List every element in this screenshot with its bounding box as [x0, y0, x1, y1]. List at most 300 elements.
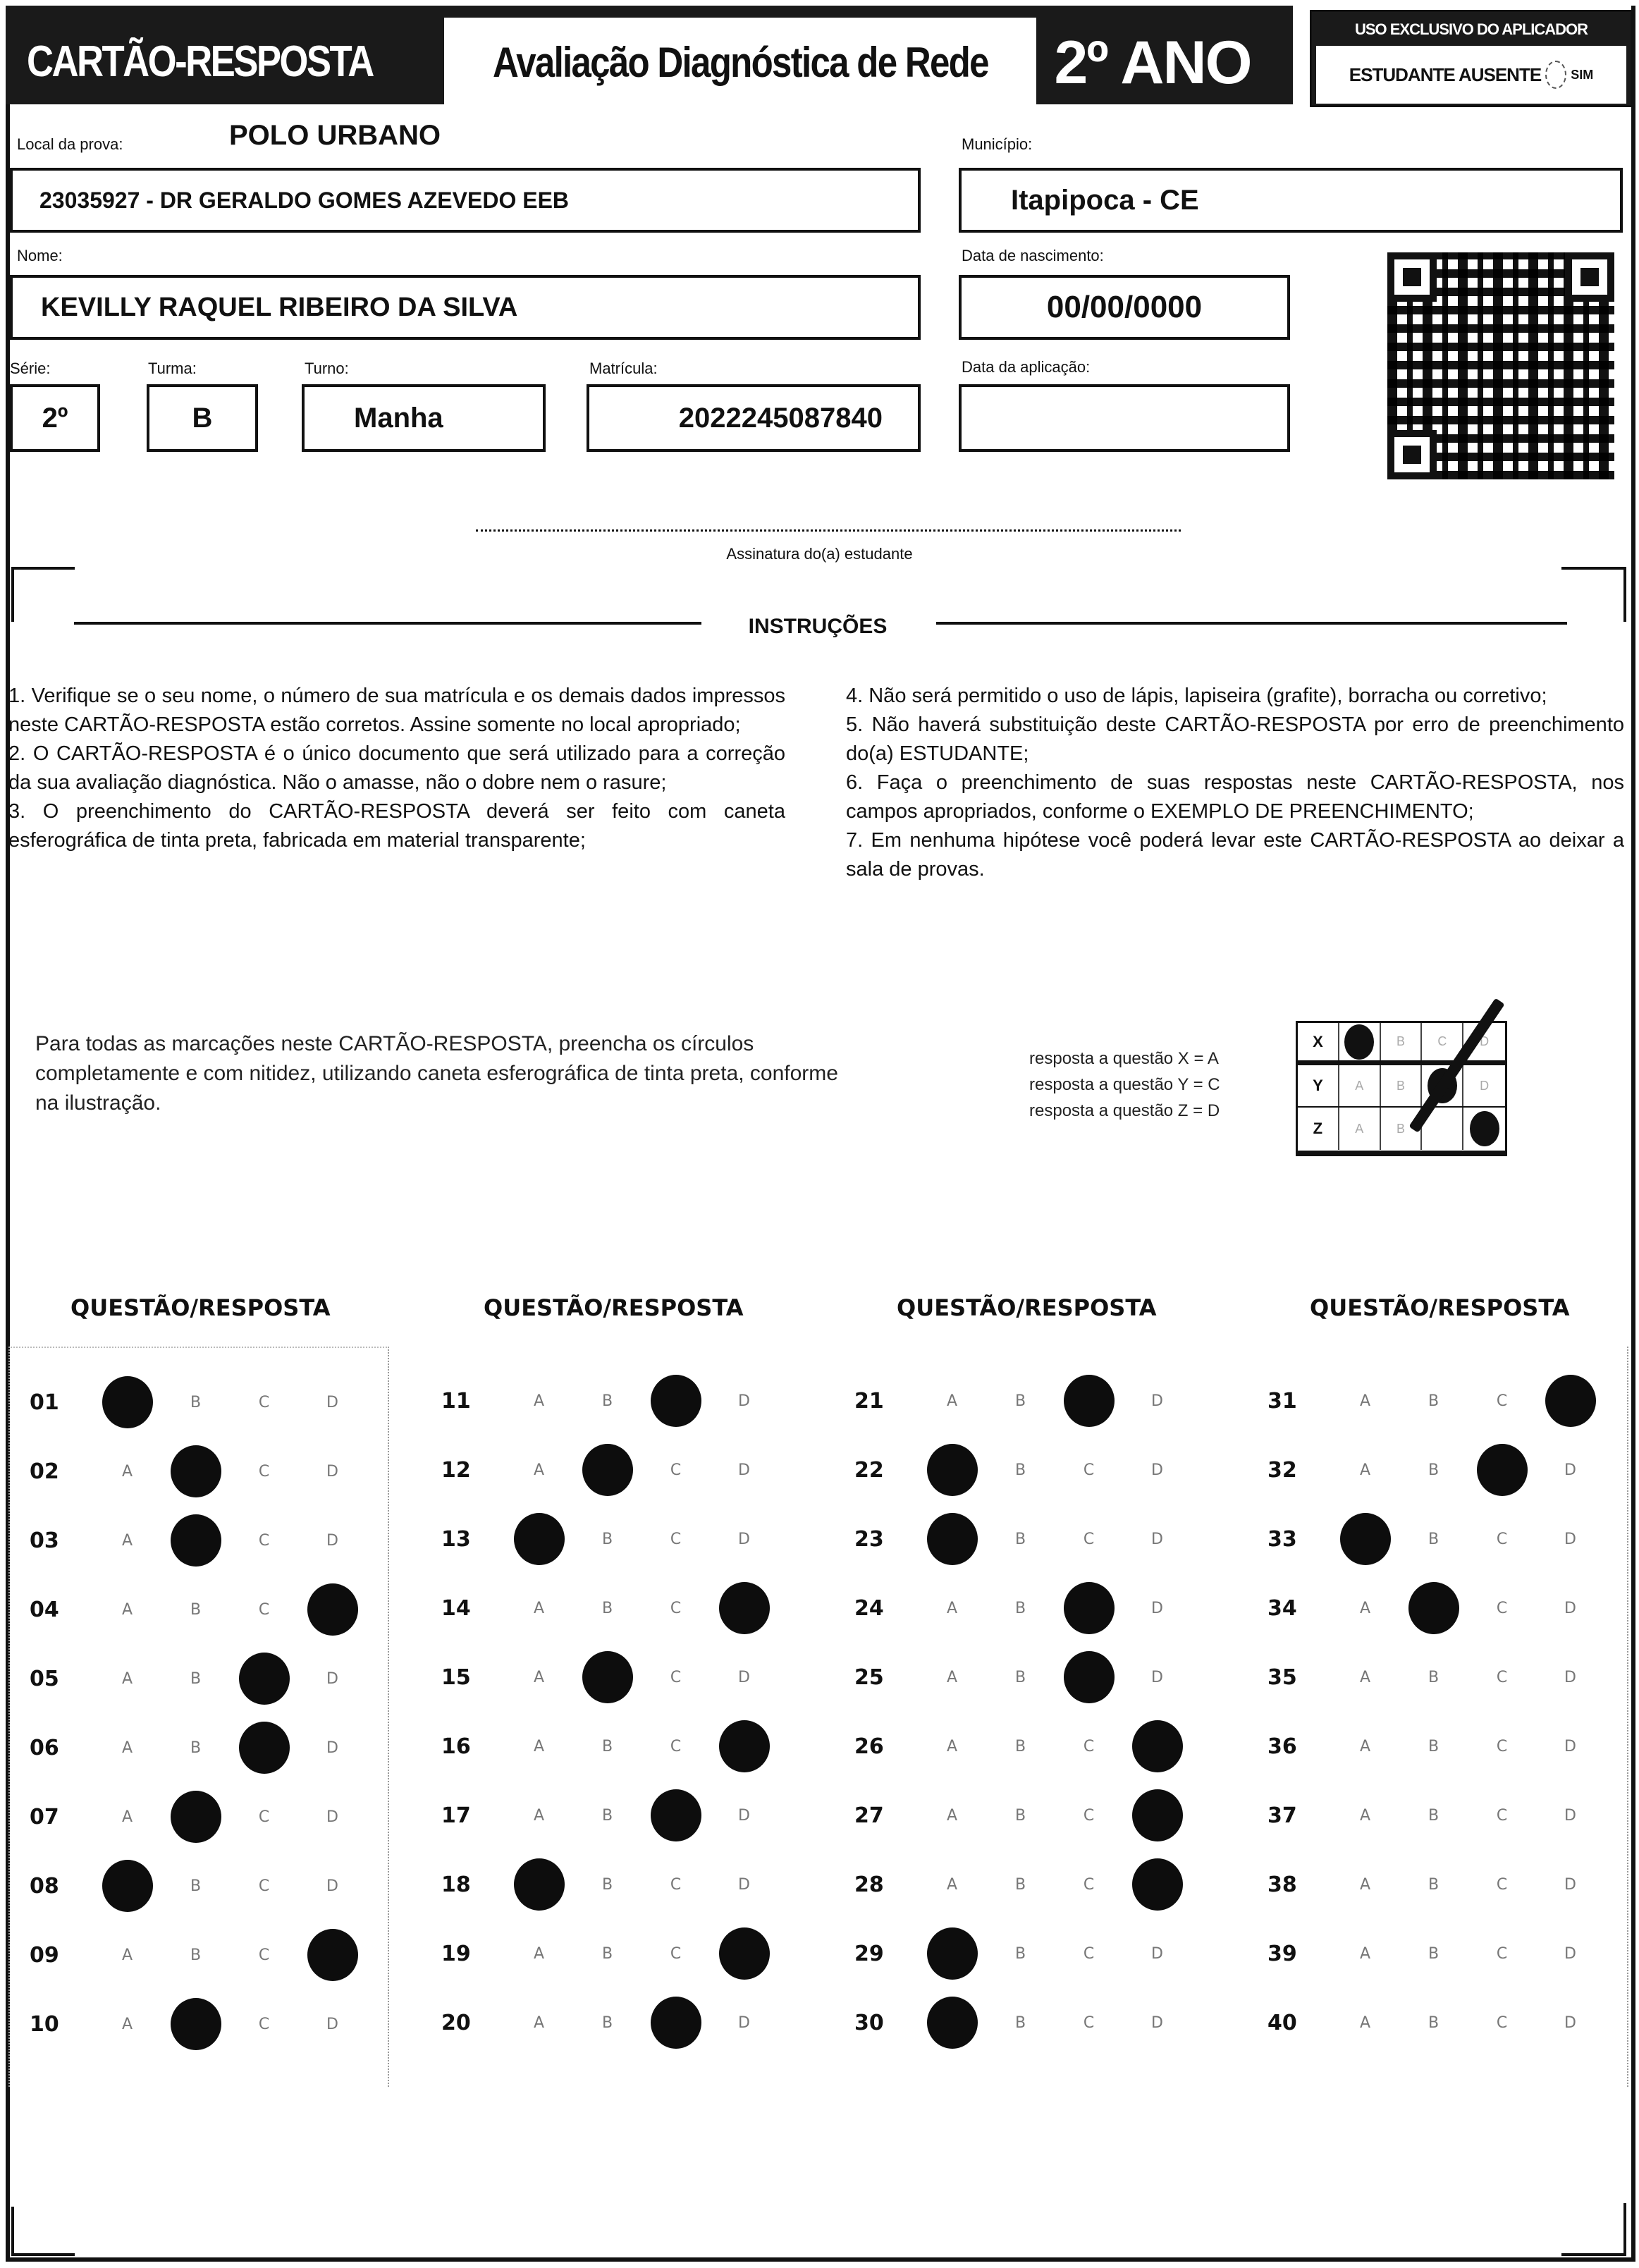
question-number: 06 [30, 1735, 59, 1760]
answer-bubble[interactable]: D [326, 1462, 338, 1481]
answer-bubble[interactable]: B [1014, 1599, 1026, 1617]
answer-bubble[interactable]: B [1428, 1530, 1440, 1548]
answer-bubble[interactable]: D [1151, 1530, 1163, 1548]
answer-bubble[interactable]: B [601, 1737, 613, 1755]
answer-bubble[interactable]: B [1428, 1461, 1440, 1479]
instruction-item: 3. O preenchimento do CARTÃO-RESPOSTA deverá ser feito com caneta esferográfica de tinta preta, fabricada em material transparente; [8, 800, 785, 852]
answer-bubble[interactable]: C [1496, 1737, 1508, 1755]
answer-bubble[interactable]: C [258, 1808, 270, 1826]
municipio-field [959, 168, 1623, 233]
answer-bubble[interactable]: D [1151, 1668, 1163, 1686]
answer-bubble[interactable]: C [670, 1737, 682, 1755]
answer-bubble[interactable]: A [121, 1462, 133, 1481]
question-number: 29 [854, 1941, 884, 1966]
answer-bubble[interactable]: A [121, 1946, 133, 1964]
answer-bubble[interactable]: D [738, 1806, 750, 1825]
answer-row [10, 1990, 391, 2059]
question-number: 11 [441, 1388, 471, 1414]
answer-row [1248, 1435, 1628, 1504]
qr-finder [1387, 252, 1437, 302]
answer-bubble-filled[interactable] [161, 1512, 230, 1569]
answer-bubble[interactable]: D [738, 1668, 750, 1686]
question-number: 39 [1267, 1941, 1297, 1966]
answer-bubble[interactable]: A [121, 1600, 133, 1619]
exam-title: Avaliação Diagnóstica de Rede [444, 18, 1036, 108]
answer-bubble[interactable]: D [738, 1392, 750, 1410]
answer-bubble-filled[interactable] [505, 1511, 573, 1567]
answer-bubble[interactable]: C [670, 1530, 682, 1548]
divider [74, 622, 701, 625]
answer-bubble[interactable]: D [1151, 1392, 1163, 1410]
nome-field [10, 275, 921, 340]
answer-bubble[interactable]: C [670, 1668, 682, 1686]
answer-bubble-filled[interactable] [642, 1994, 710, 2051]
answer-bubble[interactable]: C [258, 1393, 270, 1411]
answer-bubble-filled[interactable] [1055, 1649, 1123, 1705]
answer-row [1248, 1781, 1628, 1850]
answer-bubble-filled[interactable] [298, 1581, 367, 1638]
answer-bubble[interactable]: D [326, 1531, 338, 1550]
answer-bubble[interactable]: A [533, 1392, 545, 1410]
corner-mark [11, 2207, 75, 2256]
example-bubble: D [1480, 1034, 1490, 1048]
answer-bubble[interactable]: C [1496, 1392, 1508, 1410]
question-number: 32 [1267, 1457, 1297, 1483]
answer-bubble[interactable]: B [190, 1600, 202, 1619]
answer-row [835, 1781, 1215, 1850]
answer-bubble-filled[interactable] [1399, 1580, 1468, 1636]
answer-bubble[interactable]: D [326, 1669, 338, 1688]
answer-bubble[interactable]: D [1564, 1944, 1576, 1963]
answer-bubble[interactable]: A [946, 1392, 958, 1410]
answer-bubble-filled[interactable] [710, 1718, 778, 1774]
nascimento-field [959, 275, 1290, 340]
example-legend [1029, 1046, 1220, 1124]
answer-row [1248, 1988, 1628, 2057]
answer-bubble[interactable]: A [121, 1739, 133, 1757]
absent-bubble[interactable] [1545, 61, 1566, 89]
instruction-item: 2. O CARTÃO-RESPOSTA é o único documento que será utilizado para a correção da sua avaliação diagnóstica. Não o amasse, não o dobre nem o rasure; [8, 742, 785, 794]
matricula-value: 2022245087840 [678, 402, 883, 434]
answer-bubble[interactable]: C [1083, 1737, 1095, 1755]
corner-mark [11, 567, 75, 622]
answer-bubble-filled[interactable] [93, 1374, 161, 1430]
answer-bubble[interactable]: B [1014, 1461, 1026, 1479]
municipio-label: Município: [962, 135, 1033, 153]
example-row [1298, 1108, 1505, 1150]
nascimento-value: 00/00/0000 [1046, 290, 1203, 324]
answer-bubble[interactable]: A [1359, 1875, 1371, 1894]
answer-bubble[interactable]: B [601, 1875, 613, 1894]
answer-bubble[interactable]: D [1564, 1806, 1576, 1825]
answer-bubble[interactable]: D [326, 1739, 338, 1757]
answer-bubble[interactable]: D [738, 2013, 750, 2032]
answer-bubble[interactable]: A [533, 1599, 545, 1617]
applicator-panel [1310, 10, 1633, 107]
answer-bubble[interactable]: A [1359, 1668, 1371, 1686]
fill-instructions: Para todas as marcações neste CARTÃO-RESPOSTA, preencha os círculos completamente e com nitidez, utilizando caneta esferográfica de tinta preta, conforme na ilustração. [35, 1032, 838, 1115]
answer-bubble[interactable]: B [1014, 2013, 1026, 2032]
example-bubble: B [1381, 1108, 1423, 1150]
answer-row [10, 1920, 391, 1990]
answer-bubble[interactable]: B [1428, 2013, 1440, 2032]
answer-row [10, 1368, 391, 1437]
answer-bubble[interactable]: B [1428, 1737, 1440, 1755]
example-row [1298, 1065, 1505, 1108]
example-legend-item: resposta a questão Z = D [1029, 1101, 1220, 1120]
answer-bubble-filled[interactable] [161, 1443, 230, 1500]
answer-bubble[interactable]: A [121, 1808, 133, 1826]
question-number: 08 [30, 1873, 59, 1899]
answer-bubble[interactable]: B [1014, 1530, 1026, 1548]
instruction-item: 4. Não será permitido o uso de lápis, lapiseira (grafite), borracha ou corretivo; [846, 685, 1547, 707]
answer-bubble-filled[interactable] [642, 1373, 710, 1429]
answer-row [835, 1574, 1215, 1643]
question-number: 03 [30, 1528, 59, 1553]
answer-bubble[interactable]: A [121, 1669, 133, 1688]
example-bubble: D [1480, 1078, 1490, 1093]
question-number: 25 [854, 1665, 884, 1690]
answer-bubble[interactable]: C [258, 1877, 270, 1895]
question-number: 10 [30, 2011, 59, 2037]
answer-bubble[interactable]: C [258, 1946, 270, 1964]
answer-bubble[interactable]: C [1083, 1875, 1095, 1894]
question-number: 26 [854, 1734, 884, 1759]
answer-bubble-filled[interactable] [1331, 1511, 1399, 1567]
answer-row [422, 1919, 802, 1988]
answer-bubble[interactable]: D [1151, 1461, 1163, 1479]
answer-bubble-filled[interactable] [1123, 1787, 1191, 1844]
turma-field [147, 384, 258, 452]
answer-bubble[interactable]: C [1496, 1599, 1508, 1617]
answer-bubble[interactable]: B [190, 1946, 202, 1964]
answer-bubble-filled[interactable] [710, 1580, 778, 1636]
answer-bubble-filled[interactable] [642, 1787, 710, 1844]
answer-bubble[interactable]: C [1496, 2013, 1508, 2032]
question-number: 38 [1267, 1872, 1297, 1897]
turno-field [302, 384, 546, 452]
grade-label: 2º ANO [1054, 29, 1251, 97]
answer-row [1248, 1366, 1628, 1435]
answer-bubble[interactable]: B [601, 2013, 613, 2032]
answer-bubble-filled[interactable] [1536, 1373, 1604, 1429]
answer-row [835, 1435, 1215, 1504]
example-legend-item: resposta a questão Y = C [1029, 1075, 1220, 1094]
question-number: 33 [1267, 1526, 1297, 1552]
answer-row [422, 1712, 802, 1781]
answer-bubble[interactable]: A [1359, 1599, 1371, 1617]
answer-bubble[interactable]: C [670, 1944, 682, 1963]
answer-bubble[interactable]: B [601, 1530, 613, 1548]
answer-bubble[interactable]: C [1496, 1668, 1508, 1686]
answer-bubble[interactable]: C [1496, 1944, 1508, 1963]
answer-row [835, 1850, 1215, 1919]
instruction-item: 1. Verifique se o seu nome, o número de sua matrícula e os demais dados impressos neste CARTÃO-RESPOSTA estão corretos. Assine somente no local apropriado; [8, 685, 785, 736]
answer-bubble[interactable]: A [533, 2013, 545, 2032]
question-number: 23 [854, 1526, 884, 1552]
column-header: QUESTÃO/RESPOSTA [70, 1294, 331, 1321]
example-bubble: B [1381, 1023, 1423, 1060]
example-bubble: A [1339, 1108, 1381, 1150]
example-bubble-filled [1339, 1023, 1381, 1060]
answer-bubble[interactable]: C [1083, 2013, 1095, 2032]
qr-code [1387, 252, 1614, 479]
answer-bubble[interactable]: B [190, 1877, 202, 1895]
answer-bubble[interactable]: C [1083, 1530, 1095, 1548]
answer-bubble[interactable]: A [533, 1668, 545, 1686]
absent-field [1316, 46, 1626, 104]
answer-column-4 [1248, 1347, 1628, 2087]
answer-bubble[interactable]: B [601, 1806, 613, 1825]
answer-bubble[interactable]: C [670, 1875, 682, 1894]
answer-bubble[interactable]: B [1428, 1392, 1440, 1410]
instructions-left [8, 682, 785, 855]
answer-bubble[interactable]: B [1014, 1737, 1026, 1755]
answer-bubble[interactable]: A [121, 2015, 133, 2033]
answer-bubble[interactable]: B [1428, 1944, 1440, 1963]
answer-row [10, 1851, 391, 1920]
answer-bubble[interactable]: B [190, 1739, 202, 1757]
example-key: Y [1298, 1065, 1339, 1106]
question-number: 18 [441, 1872, 471, 1897]
question-number: 12 [441, 1457, 471, 1483]
school-value: 23035927 - DR GERALDO GOMES AZEVEDO EEB [39, 187, 570, 213]
answer-bubble[interactable]: B [190, 1669, 202, 1688]
answer-bubble[interactable]: D [738, 1530, 750, 1548]
answer-bubble[interactable]: A [1359, 1737, 1371, 1755]
example-bubble: A [1339, 1065, 1381, 1106]
divider [936, 622, 1567, 625]
question-number: 17 [441, 1803, 471, 1828]
answer-bubble-filled[interactable] [918, 1925, 986, 1982]
answer-bubble[interactable]: C [1496, 1875, 1508, 1894]
answer-bubble[interactable]: D [1564, 1599, 1576, 1617]
answer-bubble[interactable]: C [1496, 1806, 1508, 1825]
question-number: 13 [441, 1526, 471, 1552]
question-number: 37 [1267, 1803, 1297, 1828]
answer-row [422, 1643, 802, 1712]
answer-bubble[interactable]: B [1428, 1806, 1440, 1825]
answer-row [835, 1712, 1215, 1781]
question-number: 36 [1267, 1734, 1297, 1759]
answer-column-1 [8, 1347, 389, 2087]
answer-bubble-filled[interactable] [1468, 1442, 1536, 1498]
corner-mark [1561, 567, 1626, 622]
answer-bubble[interactable]: D [1151, 1944, 1163, 1963]
answer-bubble[interactable]: A [946, 1668, 958, 1686]
answer-bubble-filled[interactable] [161, 1789, 230, 1845]
answer-bubble[interactable]: D [326, 1393, 338, 1411]
answer-bubble-filled[interactable] [230, 1650, 298, 1707]
answer-bubble[interactable]: A [121, 1531, 133, 1550]
question-number: 31 [1267, 1388, 1297, 1414]
answer-bubble[interactable]: B [1014, 1806, 1026, 1825]
answer-bubble[interactable]: A [1359, 1392, 1371, 1410]
answer-bubble[interactable]: D [326, 1877, 338, 1895]
answer-bubble-filled[interactable] [1123, 1718, 1191, 1774]
answer-bubble[interactable]: C [1083, 1461, 1095, 1479]
answer-bubble[interactable]: A [533, 1461, 545, 1479]
answer-bubble[interactable]: C [1083, 1944, 1095, 1963]
answer-bubble-filled[interactable] [1123, 1856, 1191, 1913]
matricula-field [587, 384, 921, 452]
answer-bubble[interactable]: B [601, 1944, 613, 1963]
question-number: 21 [854, 1388, 884, 1414]
instruction-item: 5. Não haverá substituição deste CARTÃO-RESPOSTA por erro de preenchimento do(a) ESTUDANTE; [846, 713, 1624, 765]
aplicacao-label: Data da aplicação: [962, 358, 1091, 376]
answer-bubble[interactable]: D [738, 1461, 750, 1479]
answer-bubble[interactable]: A [533, 1944, 545, 1963]
answer-bubble-filled[interactable] [298, 1927, 367, 1983]
example-legend-item: resposta a questão X = A [1029, 1049, 1219, 1068]
answer-bubble-filled[interactable] [1055, 1580, 1123, 1636]
answer-row [422, 1435, 802, 1504]
answer-bubble[interactable]: D [1564, 1668, 1576, 1686]
answer-bubble[interactable]: D [1151, 2013, 1163, 2032]
question-number: 14 [441, 1595, 471, 1621]
nome-label: Nome: [17, 247, 63, 264]
serie-field [10, 384, 100, 452]
question-number: 01 [30, 1390, 59, 1415]
answer-row [835, 1988, 1215, 2057]
answer-bubble[interactable]: C [258, 1531, 270, 1550]
question-number: 07 [30, 1804, 59, 1829]
question-number: 35 [1267, 1665, 1297, 1690]
answer-bubble[interactable]: C [670, 1599, 682, 1617]
turno-value: Manha [354, 402, 443, 434]
municipio-value: Itapipoca - CE [1011, 184, 1199, 216]
turma-label: Turma: [148, 360, 197, 377]
question-number: 04 [30, 1597, 59, 1622]
answer-bubble[interactable]: B [1014, 1668, 1026, 1686]
answer-bubble-filled[interactable] [230, 1720, 298, 1776]
corner-mark [1561, 2203, 1626, 2256]
question-number: 24 [854, 1595, 884, 1621]
answer-bubble[interactable]: B [1014, 1875, 1026, 1894]
answer-bubble[interactable]: C [258, 1462, 270, 1481]
answer-bubble[interactable]: D [326, 2015, 338, 2033]
sheet-title: CARTÃO-RESPOSTA [27, 37, 373, 86]
answer-bubble[interactable]: A [533, 1737, 545, 1755]
turma-value: B [192, 402, 213, 434]
answer-bubble[interactable]: A [946, 1737, 958, 1755]
answer-bubble-filled[interactable] [1055, 1373, 1123, 1429]
answer-bubble[interactable]: D [1564, 1461, 1576, 1479]
answer-row [835, 1504, 1215, 1574]
answer-row [1248, 1504, 1628, 1574]
answer-bubble[interactable]: D [1564, 1875, 1576, 1894]
nascimento-label: Data de nascimento: [962, 247, 1104, 264]
qr-finder [1387, 430, 1437, 479]
applicator-title: USO EXCLUSIVO DO APLICADOR [1354, 20, 1588, 38]
answer-bubble-filled[interactable] [918, 1511, 986, 1567]
answer-bubble[interactable]: A [946, 1875, 958, 1894]
answer-bubble[interactable]: C [258, 2015, 270, 2033]
answer-row [1248, 1850, 1628, 1919]
matricula-label: Matrícula: [589, 360, 658, 377]
question-number: 16 [441, 1734, 471, 1759]
answer-bubble[interactable]: B [1014, 1392, 1026, 1410]
question-number: 28 [854, 1872, 884, 1897]
question-number: 09 [30, 1942, 59, 1968]
answer-row [422, 1366, 802, 1435]
answer-bubble[interactable]: C [670, 1461, 682, 1479]
answer-bubble[interactable]: C [1083, 1806, 1095, 1825]
answer-row [835, 1643, 1215, 1712]
answer-bubble[interactable]: A [1359, 1944, 1371, 1963]
answer-row [422, 1781, 802, 1850]
question-number: 27 [854, 1803, 884, 1828]
answer-bubble[interactable]: A [533, 1806, 545, 1825]
answer-bubble[interactable]: A [946, 1806, 958, 1825]
qr-finder [1565, 252, 1614, 302]
header-bar [6, 6, 1293, 104]
answer-bubble[interactable]: C [258, 1600, 270, 1619]
answer-bubble[interactable]: B [601, 1599, 613, 1617]
answer-bubble[interactable]: D [326, 1808, 338, 1826]
answer-bubble-filled[interactable] [918, 1994, 986, 2051]
instruction-item: 7. Em nenhuma hipótese você poderá levar este CARTÃO-RESPOSTA ao deixar a sala de provas. [846, 829, 1624, 881]
answer-bubble-filled[interactable] [573, 1442, 642, 1498]
column-header: QUESTÃO/RESPOSTA [1310, 1294, 1570, 1321]
signature-label: Assinatura do(a) estudante [726, 545, 913, 563]
answer-bubble-filled[interactable] [918, 1442, 986, 1498]
answer-bubble[interactable]: D [738, 1875, 750, 1894]
aplicacao-field[interactable] [959, 384, 1290, 452]
answer-bubble[interactable]: D [1564, 1737, 1576, 1755]
answer-bubble[interactable]: A [946, 1599, 958, 1617]
answer-row [422, 1574, 802, 1643]
answer-bubble[interactable]: B [190, 1393, 202, 1411]
school-field [10, 168, 921, 233]
answer-row [10, 1644, 391, 1713]
answer-row [1248, 1919, 1628, 1988]
signature-line[interactable] [476, 529, 1181, 532]
answer-bubble-filled[interactable] [573, 1649, 642, 1705]
answer-bubble[interactable]: A [1359, 1806, 1371, 1825]
question-number: 05 [30, 1666, 59, 1691]
answer-bubble[interactable]: B [601, 1392, 613, 1410]
answer-row [10, 1713, 391, 1782]
instruction-item: 6. Faça o preenchimento de suas respostas neste CARTÃO-RESPOSTA, nos campos apropriados, conforme o EXEMPLO DE PREENCHIMENTO; [846, 771, 1624, 823]
answer-bubble[interactable]: A [1359, 1461, 1371, 1479]
column-header: QUESTÃO/RESPOSTA [484, 1294, 744, 1321]
answer-bubble[interactable]: D [1564, 2013, 1576, 2032]
column-header: QUESTÃO/RESPOSTA [897, 1294, 1157, 1321]
answer-bubble[interactable]: D [1564, 1530, 1576, 1548]
answer-bubble-filled[interactable] [710, 1925, 778, 1982]
answer-row [1248, 1574, 1628, 1643]
answer-bubble[interactable]: B [1014, 1944, 1026, 1963]
polo-value: POLO URBANO [229, 120, 441, 151]
answer-bubble[interactable]: B [1428, 1875, 1440, 1894]
answer-bubble[interactable]: C [1496, 1530, 1508, 1548]
question-number: 34 [1267, 1595, 1297, 1621]
answer-bubble[interactable]: D [1151, 1599, 1163, 1617]
answer-bubble-filled[interactable] [161, 1996, 230, 2052]
answer-row [10, 1575, 391, 1644]
instructions-right [846, 682, 1624, 884]
answer-row [1248, 1643, 1628, 1712]
answer-row [10, 1437, 391, 1506]
absent-label: ESTUDANTE AUSENTE [1349, 63, 1542, 85]
local-label: Local da prova: [17, 135, 123, 153]
nome-value: KEVILLY RAQUEL RIBEIRO DA SILVA [41, 292, 518, 322]
answer-bubble-filled[interactable] [505, 1856, 573, 1913]
answer-bubble[interactable]: B [1428, 1668, 1440, 1686]
answer-bubble[interactable]: A [1359, 2013, 1371, 2032]
answer-bubble-filled[interactable] [93, 1858, 161, 1914]
